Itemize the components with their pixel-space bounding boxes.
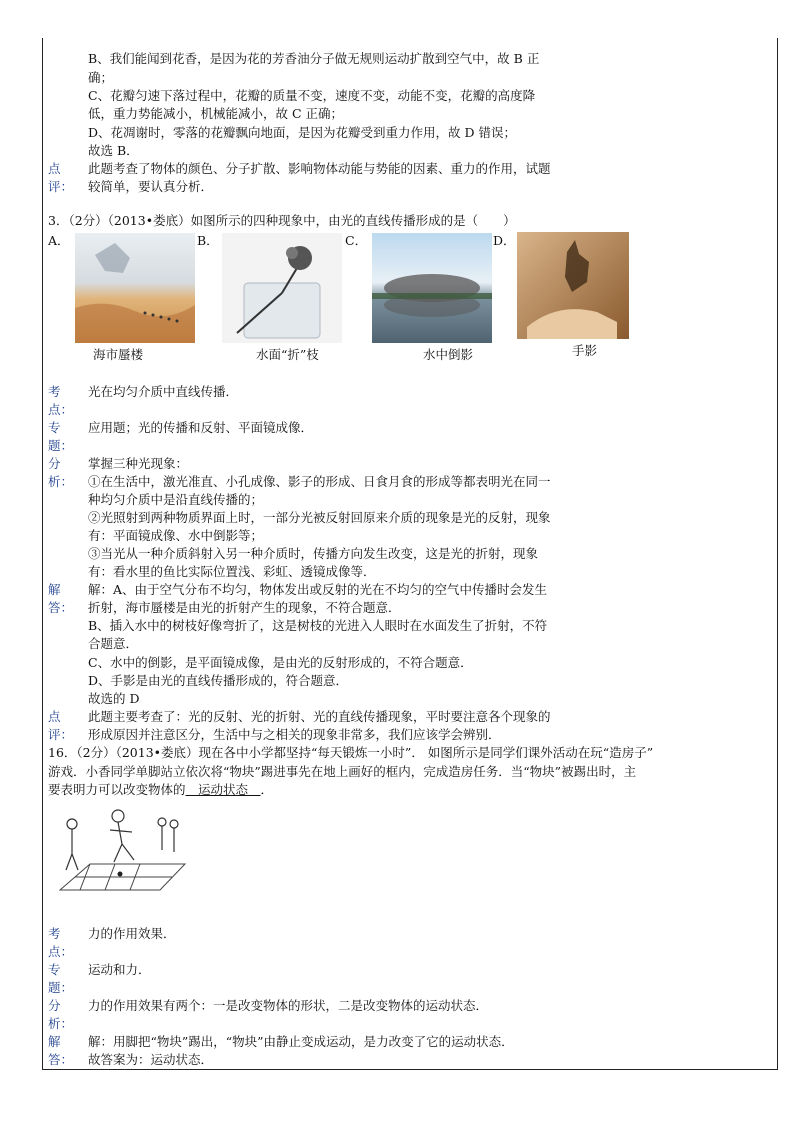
q3-jieda-5: C、水中的倒影，是平面镜成像，是由光的反射形成的，不符合题意． bbox=[88, 655, 473, 670]
q3-zhuanti: 应用题；光的传播和反射、平面镜成像． bbox=[88, 420, 314, 435]
mirage-illustration bbox=[75, 233, 195, 343]
q16-question-end: ． bbox=[260, 782, 274, 797]
q3-option-a-letter: A． bbox=[48, 233, 70, 248]
q16-zhuanti-label-1: 专 bbox=[48, 962, 61, 977]
q3-question: 3．（2分）（2013•娄底）如图所示的四种现象中，由光的直线传播形成的是（ ） bbox=[48, 213, 516, 228]
q3-fenxi-5: 有：平面镜成像、水中倒影等； bbox=[88, 528, 264, 543]
q16-fenxi-label-1: 分 bbox=[48, 998, 61, 1013]
q16-zhuanti-label-2: 题： bbox=[48, 980, 74, 995]
q3-option-b-caption: 水面“折”枝 bbox=[256, 347, 319, 362]
q3-fenxi-label-1: 分 bbox=[48, 456, 61, 471]
q3-jieda-2: 折射，海市蜃楼是由光的折射产生的现象，不符合题意． bbox=[88, 600, 401, 615]
mirage-image bbox=[75, 233, 195, 343]
q3-option-a-caption: 海市蜃楼 bbox=[93, 347, 144, 362]
q2-line-6: 故选 B． bbox=[88, 143, 139, 158]
q3-jieda-1: 解：A、由于空气分布不均匀，物体发出或反射的光在不均匀的空气中传播时会发生 bbox=[88, 582, 548, 597]
q3-fenxi-3: 种均匀介质中是沿直线传播的； bbox=[88, 492, 264, 507]
reflection-image bbox=[372, 233, 492, 343]
q3-jieda-4: 合题意． bbox=[88, 636, 139, 651]
q3-jieda-6: D、手影是由光的直线传播形成的，符合题意． bbox=[88, 673, 349, 688]
q16-question-3-text: 要表明力可以改变物体的 bbox=[48, 782, 186, 797]
q2-line-2: 确； bbox=[88, 70, 114, 85]
hopscotch-image bbox=[50, 802, 190, 894]
q3-option-c-letter: C． bbox=[345, 233, 368, 248]
q3-jieda-label-1: 解 bbox=[48, 582, 61, 597]
q3-jieda-label-2: 答： bbox=[48, 600, 74, 615]
q3-fenxi-4: ②光照射到两种物质界面上时，一部分光被反射回原来介质的现象是光的反射，现象 bbox=[88, 510, 551, 525]
q3-jieda-3: B、插入水中的树枝好像弯折了，这是树枝的光进入人眼时在水面发生了折射，不符 bbox=[88, 618, 548, 633]
q3-dianping-2: 形成原因并注意区分，生活中与之相关的现象非常多，我们应该学会辨别． bbox=[88, 727, 501, 742]
q2-dianping-label-2: 评： bbox=[48, 179, 74, 194]
q3-option-c-caption: 水中倒影 bbox=[423, 347, 474, 362]
q3-fenxi-label-2: 析： bbox=[48, 474, 74, 489]
q3-zhuanti-label-2: 题： bbox=[48, 438, 74, 453]
q16-jieda-label-1: 解 bbox=[48, 1034, 61, 1049]
glass-branch-illustration bbox=[222, 233, 342, 343]
bent-branch-image bbox=[222, 233, 342, 343]
q16-jieda-label-2: 答： bbox=[48, 1052, 74, 1067]
q16-fenxi-label-2: 析： bbox=[48, 1016, 74, 1031]
q16-kaodian-label-1: 考 bbox=[48, 926, 61, 941]
hand-shadow-image bbox=[517, 232, 629, 339]
q3-fenxi-6: ③当光从一种介质斜射入另一种介质时，传播方向发生改变，这是光的折射，现象 bbox=[88, 546, 539, 561]
q2-dianping-1: 此题考查了物体的颜色、分子扩散、影响物体动能与势能的因素、重力的作用，试题 bbox=[88, 161, 551, 176]
q3-kaodian-label-1: 考 bbox=[48, 384, 61, 399]
q2-line-3: C、花瓣匀速下落过程中，花瓣的质量不变，速度不变，动能不变，花瓣的高度降 bbox=[88, 88, 536, 103]
q2-dianping-label-1: 点 bbox=[48, 161, 61, 176]
q16-kaodian: 力的作用效果． bbox=[88, 926, 176, 941]
q16-jieda-2: 故答案为：运动状态． bbox=[88, 1052, 214, 1067]
hand-shadow-illustration bbox=[517, 232, 629, 339]
q2-dianping-2: 较简单，要认真分析． bbox=[88, 179, 214, 194]
q3-fenxi-7: 有：看水里的鱼比实际位置浅、彩虹、透镜成像等． bbox=[88, 564, 376, 579]
q3-zhuanti-label-1: 专 bbox=[48, 420, 61, 435]
q3-kaodian: 光在均匀介质中直线传播． bbox=[88, 384, 239, 399]
q16-kaodian-label-2: 点： bbox=[48, 944, 74, 959]
hopscotch-illustration bbox=[50, 802, 190, 894]
q3-dianping-1: 此题主要考查了：光的反射、光的折射、光的直线传播现象，平时要注意各个现象的 bbox=[88, 709, 551, 724]
q16-question-2: 游戏．小香同学单脚站立依次将“物块”踢进事先在地上画好的框内，完成造房任务．当“物块”被踢出时，主 bbox=[48, 764, 637, 779]
q3-option-b-letter: B． bbox=[197, 233, 219, 248]
q3-fenxi-1: 掌握三种光现象： bbox=[88, 456, 189, 471]
q3-fenxi-2: ①在生活中，激光准直、小孔成像、影子的形成、日食月食的形成等都表明光在同一 bbox=[88, 474, 551, 489]
q2-line-1: B、我们能闻到花香，是因为花的芳香油分子做无规则运动扩散到空气中，故 B 正 bbox=[88, 51, 540, 66]
q16-question-1: 16．（2分）（2013•娄底）现在各中小学都坚持“每天锻炼一小时”． 如图所示是同学们课外活动在玩“造房子” bbox=[48, 745, 654, 760]
q3-option-d-letter: D． bbox=[493, 233, 516, 248]
q3-dianping-label-2: 评： bbox=[48, 727, 74, 742]
q3-option-d-caption: 手影 bbox=[572, 343, 598, 358]
q3-dianping-label-1: 点 bbox=[48, 709, 61, 724]
q16-fenxi: 力的作用效果有两个：一是改变物体的形状，二是改变物体的运动状态． bbox=[88, 998, 489, 1013]
q2-line-5: D、花凋谢时，零落的花瓣飘向地面，是因为花瓣受到重力作用，故 D 错误； bbox=[88, 125, 516, 140]
q16-answer-blank: 运动状态 bbox=[185, 782, 261, 797]
q3-kaodian-label-2: 点： bbox=[48, 402, 74, 417]
q16-jieda-1: 解：用脚把“物块”踢出，“物块”由静止变成运动，是力改变了它的运动状态． bbox=[88, 1034, 514, 1049]
q2-line-4: 低，重力势能减小，机械能减小，故 C 正确； bbox=[88, 106, 344, 121]
stadium-reflection-illustration bbox=[372, 233, 492, 343]
q16-question-3 bbox=[48, 782, 273, 798]
q3-jieda-7: 故选的 D bbox=[88, 691, 140, 706]
q16-zhuanti: 运动和力． bbox=[88, 962, 151, 977]
